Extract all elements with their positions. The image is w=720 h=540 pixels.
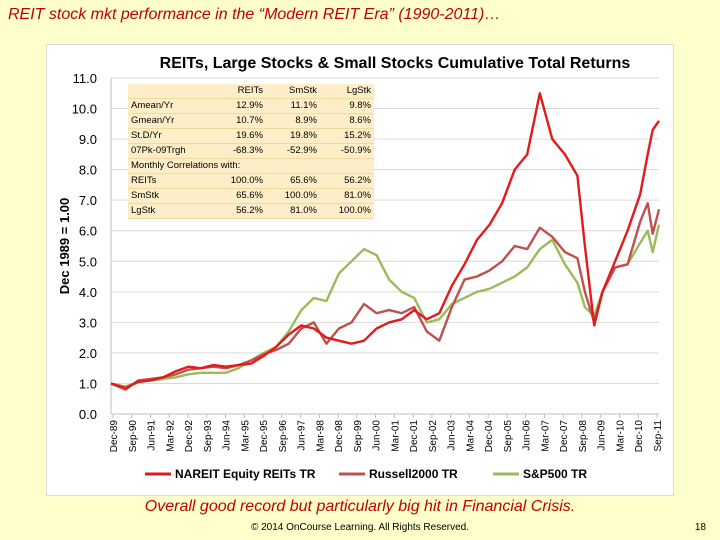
x-tick-label: Mar-04	[465, 420, 477, 452]
x-tick-label: Sep-96	[277, 420, 289, 453]
y-tick-label: 10.0	[71, 101, 97, 117]
correlation-cell: 56.2%	[320, 174, 374, 189]
stats-cell: 12.9%	[212, 99, 266, 114]
correlation-cell: 100.0%	[320, 204, 374, 219]
stats-cell: -52.9%	[266, 144, 320, 159]
stats-header-cell	[128, 84, 212, 99]
x-tick-label: Jun-94	[221, 420, 233, 451]
stats-row	[128, 144, 374, 159]
x-tick-label: Sep-08	[577, 420, 589, 453]
y-tick-label: 1.0	[78, 376, 97, 392]
legend-label: S&P500 TR	[523, 467, 588, 481]
x-tick-label: Dec-04	[484, 420, 496, 453]
stats-header-cell: LgStk	[320, 84, 374, 99]
stats-cell: 15.2%	[320, 129, 374, 144]
x-tick-label: Sep-05	[502, 420, 514, 453]
stats-cell: 10.7%	[212, 114, 266, 129]
stats-header-cell: SmStk	[266, 84, 320, 99]
x-tick-label: Jun-00	[371, 420, 383, 451]
stats-row	[128, 114, 374, 129]
correlation-cell: 81.0%	[266, 204, 320, 219]
stats-cell: 19.6%	[212, 129, 266, 144]
series-line-2	[111, 225, 659, 387]
x-tick-label: Jun-09	[596, 420, 608, 451]
x-tick-label: Sep-02	[427, 420, 439, 453]
stats-row	[128, 99, 374, 114]
y-tick-label: 8.0	[78, 162, 97, 178]
x-tick-label: Sep-93	[202, 420, 214, 453]
x-tick-label: Dec-95	[259, 420, 271, 453]
x-tick-label: Sep-11	[653, 420, 664, 452]
y-tick-label: 4.0	[78, 284, 97, 300]
y-tick-label: 7.0	[78, 193, 97, 209]
page-number: 18	[694, 522, 706, 533]
x-tick-label: Mar-01	[390, 420, 402, 452]
y-tick-label: 9.0	[78, 132, 97, 148]
y-tick-label: 5.0	[78, 254, 97, 270]
x-tick-label: Dec-07	[559, 420, 571, 453]
stats-row-label: 07Pk-09Trgh	[128, 144, 212, 159]
correlation-label: Monthly Correlations with:	[128, 159, 374, 174]
x-tick-label: Jun-06	[521, 420, 533, 451]
x-tick-label: Mar-92	[165, 420, 177, 452]
y-tick-label: 3.0	[78, 315, 97, 331]
stats-cell: 19.8%	[266, 129, 320, 144]
stats-header-row	[128, 84, 374, 99]
correlation-row-label: SmStk	[128, 189, 212, 204]
correlation-cell: 100.0%	[266, 189, 320, 204]
stats-cell: -68.3%	[212, 144, 266, 159]
x-tick-label: Sep-99	[352, 420, 364, 453]
x-tick-label: Mar-07	[540, 419, 552, 452]
legend-label: Russell2000 TR	[369, 467, 458, 481]
correlation-row	[128, 189, 374, 204]
x-tick-label: Jun-03	[446, 420, 458, 451]
x-tick-label: Jun-91	[146, 420, 158, 451]
y-tick-label: 6.0	[78, 223, 97, 239]
legend-label: NAREIT Equity REITs TR	[175, 467, 316, 481]
correlation-header-row	[128, 159, 374, 174]
correlation-row	[128, 204, 374, 219]
correlation-cell: 65.6%	[212, 189, 266, 204]
stats-row-label: Gmean/Yr	[128, 114, 212, 129]
stats-cell: -50.9%	[320, 144, 374, 159]
correlation-row	[128, 174, 374, 189]
stats-row-label: St.D/Yr	[128, 129, 212, 144]
x-tick-label: Dec-01	[409, 420, 421, 453]
slide-title: REIT stock mkt performance in the “Modern REIT Era” (1990-2011)…	[8, 6, 501, 23]
y-tick-label: 11.0	[72, 71, 97, 86]
stats-cell: 11.1%	[266, 99, 320, 114]
stats-row-label: Amean/Yr	[128, 99, 212, 114]
x-tick-label: Dec-92	[184, 420, 196, 453]
x-tick-label: Jun-97	[296, 420, 308, 451]
stats-cell: 8.6%	[320, 114, 374, 129]
correlation-row-label: LgStk	[128, 204, 212, 219]
x-tick-label: Dec-10	[634, 420, 646, 453]
x-tick-label: Dec-89	[109, 420, 120, 453]
y-axis-label: Dec 1989 = 1.00	[57, 197, 72, 295]
correlation-row-label: REITs	[128, 174, 212, 189]
x-tick-label: Sep-90	[127, 420, 139, 453]
correlation-cell: 65.6%	[266, 174, 320, 189]
correlation-cell: 100.0%	[212, 174, 266, 189]
y-tick-label: 0.0	[78, 407, 97, 422]
correlation-cell: 56.2%	[212, 204, 266, 219]
x-tick-label: Dec-98	[334, 420, 346, 453]
y-tick-label: 2.0	[78, 345, 97, 361]
stats-row	[128, 129, 374, 144]
slide-caption: Overall good record but particularly big hit in Financial Crisis.	[144, 498, 576, 515]
correlation-cell: 81.0%	[320, 189, 374, 204]
x-tick-label: Mar-98	[315, 420, 327, 452]
x-tick-label: Mar-95	[240, 420, 252, 452]
stats-cell: 8.9%	[266, 114, 320, 129]
chart-title: REITs, Large Stocks & Small Stocks Cumulative Total Returns	[159, 55, 631, 72]
stats-header-cell: REITs	[212, 84, 266, 99]
x-tick-label: Mar-10	[615, 420, 627, 452]
stats-cell: 9.8%	[320, 99, 374, 114]
copyright-footer: © 2014 OnCourse Learning. All Rights Reserved.	[250, 522, 470, 533]
stats-table	[128, 84, 374, 219]
